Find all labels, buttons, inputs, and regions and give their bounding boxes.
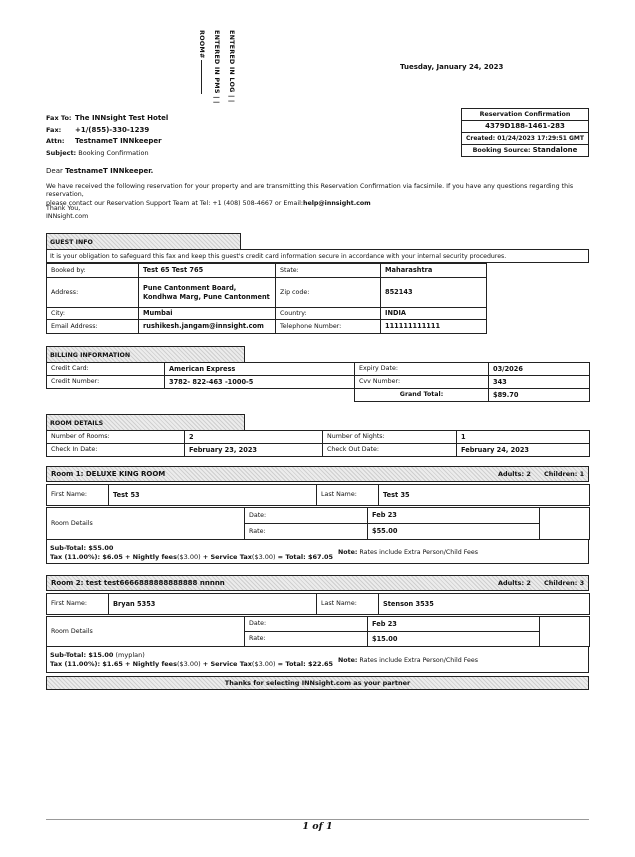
letter-signoff — [46, 205, 88, 222]
phone-value: 111111111111 — [381, 320, 487, 334]
fax-to-value: The INNsight Test Hotel — [75, 114, 169, 122]
email-label: Email Address: — [47, 320, 139, 334]
country-value: INDIA — [381, 308, 487, 320]
room-number-mark: ROOM# — [198, 30, 206, 59]
cvv-label: Cvv Number: — [355, 376, 489, 389]
room-2-nightly-amount: ($3.00) — [176, 660, 201, 668]
room-1-totals-frame — [46, 539, 589, 564]
recipient-name: TestnameT INNkeeper. — [65, 167, 154, 175]
room-2-children: Children: 3 — [544, 579, 585, 587]
room-2-service: + Service Tax — [202, 660, 252, 668]
room-2-tax: Tax (11.00%): $1.65 — [50, 660, 123, 668]
entered-in-log-mark: ENTERED IN LOG | | — [228, 30, 236, 103]
country-label: Country: — [276, 308, 381, 320]
nights-count-value: 1 — [457, 431, 590, 444]
booked-by-value: Test 65 Test 765 — [139, 264, 276, 278]
room-1-rate-value: $55.00 — [368, 524, 540, 540]
room-1-first-name-value: Test 53 — [109, 485, 317, 506]
room-details-table — [46, 430, 590, 457]
address-label: Address: — [47, 278, 139, 308]
room-2-nightly: + Nightly fees — [124, 660, 177, 668]
billing-header: BILLING INFORMATION — [46, 346, 245, 362]
room-2-totals-frame — [46, 646, 589, 673]
dear-text: Dear — [46, 167, 63, 175]
phone-label: Telephone Number: — [276, 320, 381, 334]
room-1-details-label: Room Details — [47, 508, 245, 540]
nights-count-label: Number of Nights: — [323, 431, 457, 444]
guest-info-header: GUEST INFO — [46, 233, 241, 249]
support-email[interactable]: help@innsight.com — [302, 199, 371, 207]
booking-source-value: Standalone — [532, 146, 578, 155]
room-1-adults: Adults: 2 — [498, 470, 531, 478]
confirmation-title: Reservation Confirmation — [462, 109, 589, 121]
room-1-total: = Total: $67.05 — [277, 553, 334, 561]
room-2-date-value: Feb 23 — [368, 617, 540, 632]
credit-card-label: Credit Card: — [47, 363, 165, 376]
salutation — [46, 167, 153, 176]
expiry-value: 03/2026 — [489, 363, 590, 376]
room-2-service-amount: ($3.00) — [251, 660, 276, 668]
date-header: Tuesday, January 24, 2023 — [400, 63, 504, 71]
booking-source-label: Booking Source: — [472, 147, 531, 155]
room-2-total: = Total: $22.65 — [277, 660, 334, 668]
room-2-details-label: Room Details — [47, 617, 245, 647]
billing-table — [46, 362, 590, 402]
city-label: City: — [47, 308, 139, 320]
fax-label: Fax: — [46, 125, 62, 134]
email-value: rushikesh.jangam@innsight.com — [139, 320, 276, 334]
room-1-first-name-label: First Name: — [47, 485, 109, 506]
guest-info-notice: It is your obligation to safeguard this fax and keep this guest's credit card information secure in accordance with your internal security procedures. — [46, 249, 589, 263]
check-in-value: February 23, 2023 — [185, 444, 323, 457]
guest-info-table — [46, 263, 487, 334]
credit-number-value: 3782- 822-463 -1000-5 — [165, 376, 355, 389]
confirmation-number: 4379D188-1461-283 — [462, 121, 589, 133]
room-1-note-label: Note: — [338, 549, 358, 556]
room-1-subtotal: Sub-Total: $55.00 — [50, 544, 114, 552]
room-1-header — [46, 466, 589, 482]
expiry-label: Expiry Date: — [355, 363, 489, 376]
check-out-value: February 24, 2023 — [457, 444, 590, 457]
entered-in-pms-mark: ENTERED IN PMS | | — [213, 30, 221, 104]
state-label: State: — [276, 264, 381, 278]
confirmation-created: Created: 01/24/2023 17:29:51 GMT — [462, 133, 589, 145]
room-2-rates-table — [46, 616, 590, 647]
city-value: Mumbai — [139, 308, 276, 320]
footer-divider — [46, 819, 589, 820]
room-2-last-name-value: Stenson 3535 — [379, 594, 590, 615]
room-1-tax: Tax (11.00%): $6.05 — [50, 553, 123, 561]
check-out-label: Check Out Date: — [323, 444, 457, 457]
room-2-last-name-label: Last Name: — [317, 594, 379, 615]
room-2-rate-value: $15.00 — [368, 632, 540, 647]
room-2-title: Room 2: test test6666888888888888 nnnnn — [51, 579, 225, 587]
room-1-date-value: Feb 23 — [368, 508, 540, 524]
letter-body — [46, 183, 606, 208]
credit-number-label: Credit Number: — [47, 376, 165, 389]
room-1-children: Children: 1 — [544, 470, 585, 478]
confirmation-box — [461, 108, 589, 157]
room-1-last-name-label: Last Name: — [317, 485, 379, 506]
room-2-header — [46, 575, 589, 591]
thanks-text: Thank You, — [46, 205, 81, 212]
room-2-note-label: Note: — [338, 657, 358, 664]
page-number: 1 of 1 — [302, 821, 333, 832]
letter-body-line-1: We have received the following reservation for your property and are transmitting this Reservation Confirmation via facsimile. If you have any questions regarding this reservation, — [46, 183, 574, 199]
zip-label: Zip code: — [276, 278, 381, 308]
room-2-date-label: Date: — [245, 617, 368, 632]
attn-value: TestnameT INNkeeper — [75, 137, 162, 145]
room-details-header: ROOM DETAILS — [46, 414, 245, 430]
attn-label: Attn: — [46, 137, 65, 145]
booked-by-label: Booked by: — [47, 264, 139, 278]
thanks-banner: Thanks for selecting INNsight.com as your partner — [46, 676, 589, 690]
subject-value: Booking Confirmation — [78, 148, 149, 157]
booking-source — [462, 145, 589, 157]
room-2-first-name-value: Bryan 5353 — [109, 594, 317, 615]
room-2-guest-table — [46, 593, 590, 615]
address-value: Pune Cantonment Board, Kondhwa Marg, Pune Cantonment — [139, 278, 276, 308]
room-number-line — [201, 60, 202, 94]
cvv-value: 343 — [489, 376, 590, 389]
credit-card-value: American Express — [165, 363, 355, 376]
room-2-adults: Adults: 2 — [498, 579, 531, 587]
check-in-label: Check In Date: — [47, 444, 185, 457]
room-1-rate-label: Rate: — [245, 524, 368, 540]
room-2-note-text: Rates include Extra Person/Child Fees — [359, 657, 479, 664]
room-2-first-name-label: First Name: — [47, 594, 109, 615]
room-1-service-amount: ($3.00) — [251, 553, 276, 561]
grand-total-label: Grand Total: — [355, 389, 489, 402]
zip-value: 852143 — [381, 278, 487, 308]
grand-total-value: $89.70 — [489, 389, 590, 402]
fax-info — [46, 113, 168, 159]
state-value: Maharashtra — [381, 264, 487, 278]
letter-body-line-2: please contact our Reservation Support Team at Tel: +1 (408) 508-4667 or Email: — [46, 199, 303, 207]
rooms-count-label: Number of Rooms: — [47, 431, 185, 444]
room-2-subtotal-extra: (myplan) — [115, 651, 145, 659]
room-1-rates-table — [46, 507, 590, 540]
room-1-date-label: Date: — [245, 508, 368, 524]
room-1-nightly: + Nightly fees — [124, 553, 177, 561]
fax-to-label: Fax To: — [46, 114, 72, 122]
rooms-count-value: 2 — [185, 431, 323, 444]
room-1-nightly-amount: ($3.00) — [176, 553, 201, 561]
room-2-subtotal: Sub-Total: $15.00 — [50, 651, 114, 659]
room-1-title: Room 1: DELUXE KING ROOM — [51, 470, 166, 478]
room-1-empty-cell — [540, 508, 590, 540]
room-2-rate-label: Rate: — [245, 632, 368, 647]
room-1-service: + Service Tax — [202, 553, 252, 561]
room-1-guest-table — [46, 484, 590, 506]
signoff-text: INNsight.com — [46, 213, 89, 221]
room-1-note-text: Rates include Extra Person/Child Fees — [359, 549, 479, 556]
subject-label: Subject: — [46, 148, 77, 157]
room-2-empty-cell — [540, 617, 590, 647]
fax-value: +1/(855)-330-1239 — [75, 125, 150, 134]
room-1-last-name-value: Test 35 — [379, 485, 590, 506]
